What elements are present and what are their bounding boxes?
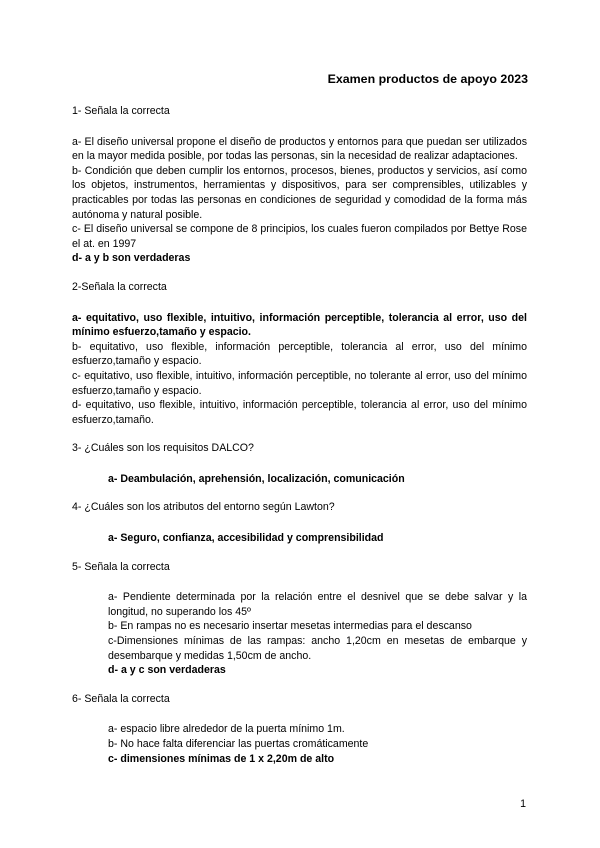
question-5-option-a: a- Pendiente determinada por la relación entre el desnivel que se debe salvar y la longitud, no superando los 45º [108, 591, 527, 618]
question-1-option-c: c- El diseño universal se compone de 8 principios, los cuales fueron compilados por Bettye Rose el at. en 1997 [72, 223, 527, 250]
question-1-option-d-correct: d- a y b son verdaderas [72, 252, 191, 265]
question-3-prompt: 3- ¿Cuáles son los requisitos DALCO? [72, 442, 254, 455]
question-6-option-a: a- espacio libre alrededor de la puerta mínimo 1m. [108, 723, 345, 736]
question-4-prompt: 4- ¿Cuáles son los atributos del entorno según Lawton? [72, 501, 335, 514]
page-number: 1 [520, 798, 526, 810]
question-5-option-d-correct: d- a y c son verdaderas [108, 664, 226, 677]
question-4-option-a-correct: a- Seguro, confianza, accesibilidad y comprensibilidad [108, 532, 384, 545]
question-1-option-a: a- El diseño universal propone el diseño de productos y entornos para que puedan ser utilizados en la mayor medida posible, por todas las personas, sin la necesidad de realizar adaptaciones. [72, 135, 527, 163]
document-title: Examen productos de apoyo 2023 [327, 72, 528, 86]
question-5-option-b: b- En rampas no es necesario insertar mesetas intermedias para el descanso [108, 620, 472, 633]
question-2-option-a-correct: a- equitativo, uso flexible, intuitivo, información perceptible, tolerancia al error, uso del mínimo esfuerzo,tamaño y espacio. [72, 311, 527, 339]
question-2-option-d: d- equitativo, uso flexible, intuitivo, información perceptible, tolerancia al error, uso del mínimo esfuerzo,tamaño. [72, 399, 527, 426]
question-1-prompt: 1- Señala la correcta [72, 105, 170, 117]
question-5-prompt: 5- Señala la correcta [72, 560, 170, 573]
question-6-prompt: 6- Señala la correcta [72, 692, 170, 705]
question-1-option-b: b- Condición que deben cumplir los entornos, procesos, bienes, productos y servicios, así como los objetos, instrumentos, herramientas y dispositivos, para ser comprensibles, utilizables y practicables por todas las personas en condiciones de seguridad y comodidad de la forma más autónoma y natural posible. [72, 164, 527, 221]
question-5-option-c: c-Dimensiones mínimas de las rampas: ancho 1,20cm en mesetas de embarque y desembarque y medidas 1,50cm de ancho. [108, 635, 527, 662]
question-6-option-c-correct: c- dimensiones mínimas de 1 x 2,20m de alto [108, 752, 335, 765]
question-2-prompt: 2-Señala la correcta [72, 280, 167, 293]
question-6-option-b: b- No hace falta diferenciar las puertas cromáticamente [108, 738, 369, 750]
exam-content [72, 104, 527, 766]
question-2-option-b: b- equitativo, uso flexible, información perceptible, tolerancia al error, uso del mínimo esfuerzo,tamaño y espacio. [72, 340, 527, 368]
question-3-option-a-correct: a- Deambulación, aprehensión, localización, comunicación [108, 472, 405, 485]
question-2-option-c: c- equitativo, uso flexible, intuitivo, información perceptible, no tolerante al error, uso del mínimo esfuerzo,tamaño y espacio. [72, 369, 527, 397]
